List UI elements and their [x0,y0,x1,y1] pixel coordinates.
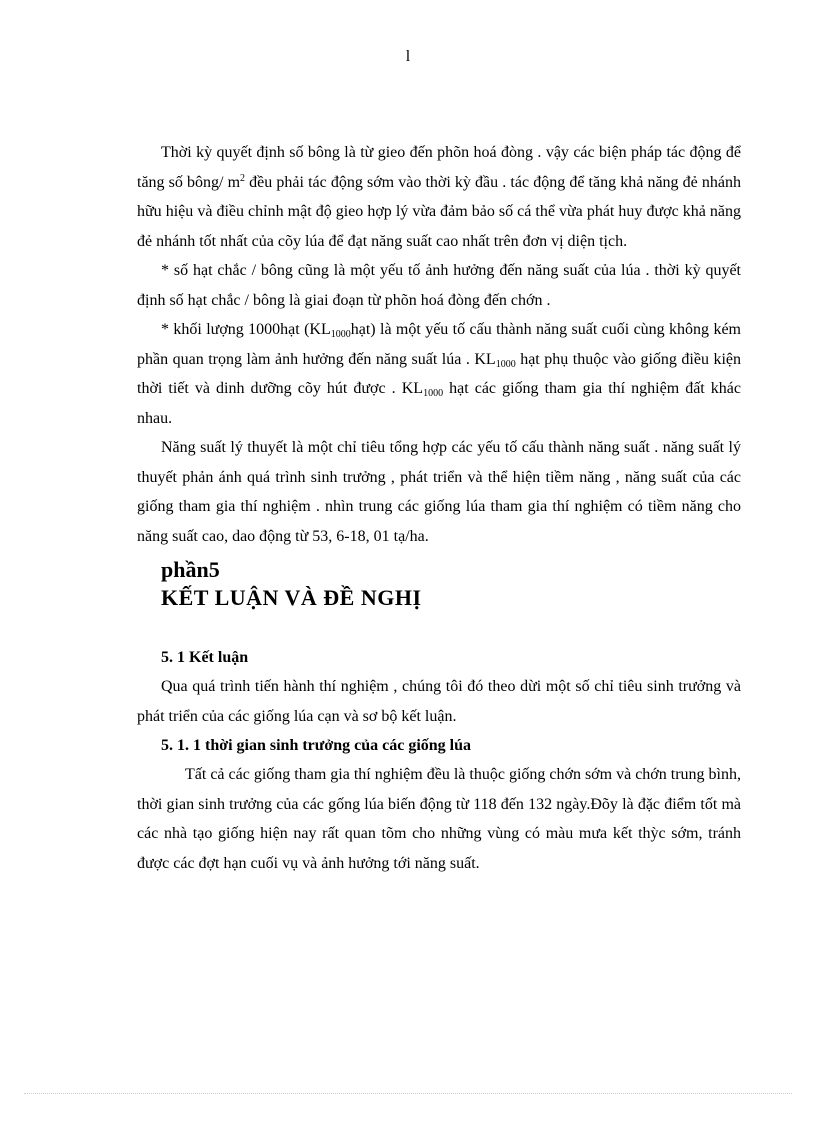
chapter-label: phần5 [161,557,220,582]
paragraph-grain-weight [137,315,741,433]
chapter-title: KẾT LUẬN VÀ ĐỀ NGHỊ [161,585,422,610]
paragraph-text: hạt) là một yếu tố cấu thành năng suất cuối cùng không kém phần quan trọng làm ảnh hưởng đến năng suất lúa . KL [137,321,741,368]
paragraph-theoretical-yield: Năng suất lý thuyết là một chỉ tiêu tổng hợp các yếu tố cấu thành năng suất . năng suất lý thuyết phản ánh quá trình sinh trưởng , phát triển và thể hiện tiềm năng , năng suất của các giống tham gia thí nghiệm . nhìn trung các giống lúa tham gia thí nghiệm có tiềm năng cho năng suất cao, dao động từ 53, 6-18, 01 tạ/ha. [137,439,741,545]
paragraph-spike-count [137,138,741,256]
paragraph-conclusion-intro: Qua quá trình tiến hành thí nghiệm , chúng tôi đó theo dừi một số chỉ tiêu sinh trưởng và phát triển của các giống lúa cạn và sơ bộ kết luận. [137,678,741,725]
paragraph-filled-grains: * số hạt chắc / bông cũng là một yếu tố ảnh hưởng đến năng suất của lúa . thời kỳ quyết định số hạt chắc / bông là giai đoạn từ phõn hoá đòng đến chớn . [137,262,741,309]
spacer [137,613,741,643]
paragraph-text: đều phải tác động sớm vào thời kỳ đầu . tác động để tăng khả năng đẻ nhánh hữu hiệu và điều chỉnh mật độ gieo hợp lý vừa đảm bảo số cá thể vừa phát huy được khả năng đẻ nhánh tốt nhất của cõy lúa để đạt năng suất cao nhất trên đơn vị diện tịch. [137,173,741,250]
paragraph-text: Thời kỳ quyết định số bông là từ gieo đến phõn hoá đòng . vậy các biện pháp tác động để tăng số bông/ m [137,144,741,191]
superscript: 2 [240,172,246,184]
document-body [137,138,741,878]
section-heading-5-1: 5. 1 Kết luận [161,649,249,666]
paragraph-text: hạt phụ thuộc vào giống điều kiện thời tiết và dinh dưỡng cõy hút được . KL [137,350,742,397]
paragraph-text: hạt các giống tham gia thí nghiệm đất khác nhau. [137,380,742,427]
section-heading-5-1-1: 5. 1. 1 thời gian sinh trưởng của các giống lúa [161,737,472,754]
subscript: 1000 [330,329,351,340]
paragraph-growth-duration: Tất cả các giống tham gia thí nghiệm đều là thuộc giống chớn sớm và chớn trung bình, thời gian sinh trưởng của các gống lúa biến động từ 118 đến 132 ngày.Đõy là đặc điểm tốt mà các nhà tạo giống hiện nay rất quan tõm cho những vùng có màu mưa kết thỳc sớm, tránh được các đợt hạn cuối vụ và ảnh hưởng tới năng suất. [137,766,741,872]
subscript: 1000 [495,358,516,370]
footer-divider [24,1093,792,1094]
paragraph-text: * khối lượng 1000hạt (KL [161,321,331,338]
subscript: 1000 [423,388,444,399]
page-number: l [405,48,411,65]
